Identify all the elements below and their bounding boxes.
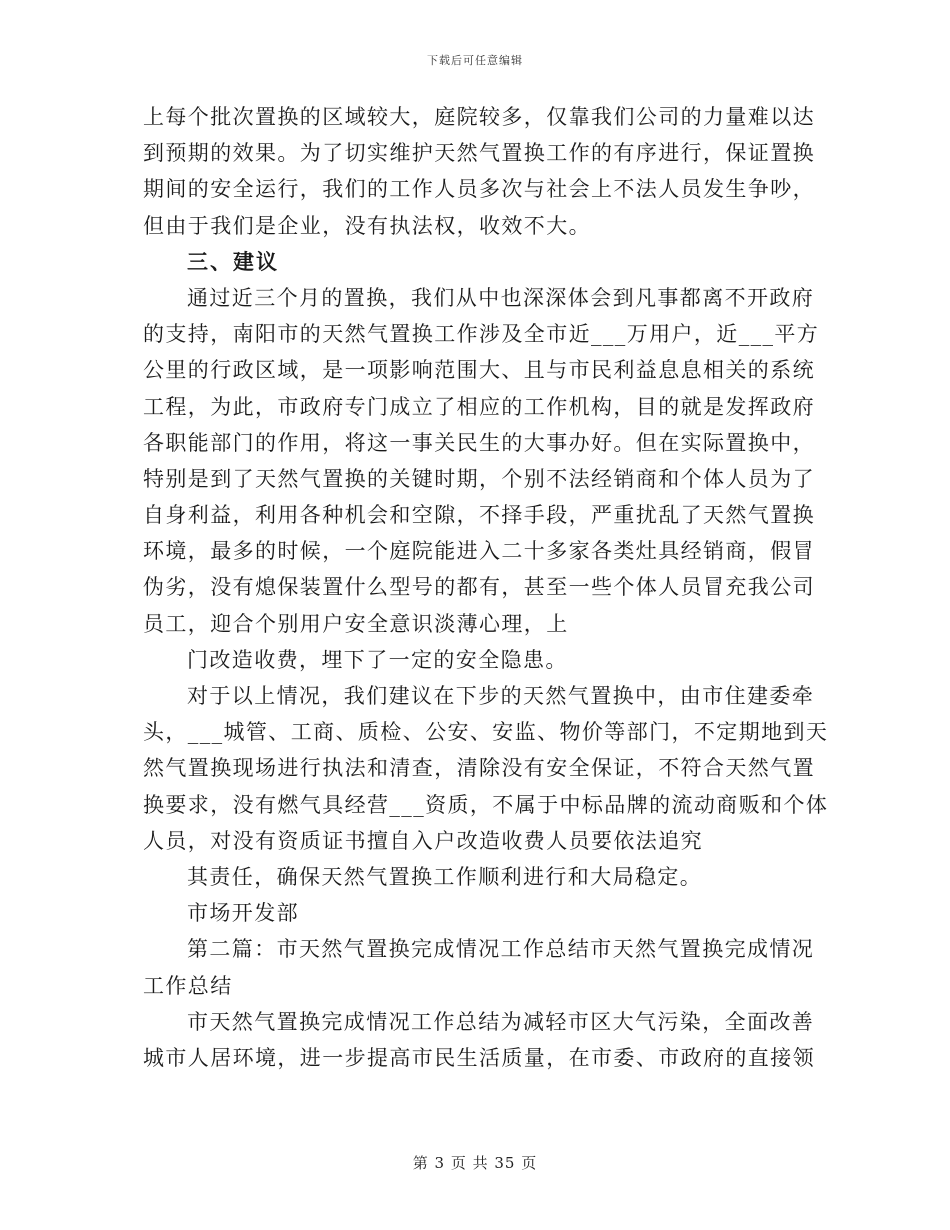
text-line: 换要求，没有燃气具经营___资质，不属于中标品牌的流动商贩和个体 <box>143 792 829 817</box>
text-line: 头，___城管、工商、质检、公安、安监、物价等部门，不定期地到天 <box>143 720 829 745</box>
text-line: 上每个批次置换的区域较大，庭院较多，仅靠我们公司的力量难以达 <box>143 105 815 129</box>
text-line: 期间的安全运行，我们的工作人员多次与社会上不法人员发生争吵， <box>143 177 815 202</box>
department-signature: 市场开发部 <box>187 901 299 926</box>
text-line: 伪劣，没有熄保装置什么型号的都有，甚至一些个体人员冒充我公司 <box>143 575 815 600</box>
section-title: 第二篇：市天然气置换完成情况工作总结市天然气置换完成情况 <box>187 937 815 962</box>
text-line: 员工，迎合个别用户安全意识淡薄心理，上 <box>143 611 569 636</box>
text-line: 环境，最多的时候，一个庭院能进入二十多家各类灶具经销商，假冒 <box>143 539 815 564</box>
page-header: 下载后可任意编辑 <box>427 54 523 67</box>
text-line: 工程，为此，市政府专门成立了相应的工作机构，目的就是发挥政府 <box>143 394 815 419</box>
section-title-continued: 工作总结 <box>143 973 233 998</box>
page-number: 第 3 页 共 35 页 <box>412 1154 538 1172</box>
text-line: 各职能部门的作用，将这一事关民生的大事办好。但在实际置换中， <box>143 430 815 455</box>
section-heading: 三、建议 <box>187 248 279 274</box>
text-line: 自身利益，利用各种机会和空隙，不择手段，严重扰乱了天然气置换 <box>143 503 815 528</box>
text-line: 通过近三个月的置换，我们从中也深深体会到凡事都离不开政府 <box>187 285 815 310</box>
text-line: 然气置换现场进行执法和清查，清除没有安全保证，不符合天然气置 <box>143 756 815 781</box>
text-line: 市天然气置换完成情况工作总结为减轻市区大气污染，全面改善 <box>187 1009 815 1034</box>
text-line: 但由于我们是企业，没有执法权，收效不大。 <box>143 213 591 238</box>
text-line: 特别是到了天然气置换的关键时期，个别不法经销商和个体人员为了 <box>143 466 815 491</box>
text-line: 公里的行政区域，是一项影响范围大、且与市民利益息息相关的系统 <box>143 358 815 383</box>
text-line: 城市人居环境，进一步提高市民生活质量，在市委、市政府的直接领 <box>143 1045 815 1070</box>
text-line: 门改造收费，埋下了一定的安全隐患。 <box>187 647 568 672</box>
text-line: 对于以上情况，我们建议在下步的天然气置换中，由市住建委牵 <box>187 684 815 708</box>
document-body <box>143 99 829 1076</box>
text-line: 其责任，确保天然气置换工作顺利进行和大局稳定。 <box>187 864 703 889</box>
text-line: 到预期的效果。为了切实维护天然气置换工作的有序进行，保证置换 <box>143 141 815 166</box>
text-line: 的支持，南阳市的天然气置换工作涉及全市近___万用户，近___平方 <box>143 322 820 347</box>
text-line: 人员，对没有资质证书擅自入户改造收费人员要依法追究 <box>143 828 703 853</box>
